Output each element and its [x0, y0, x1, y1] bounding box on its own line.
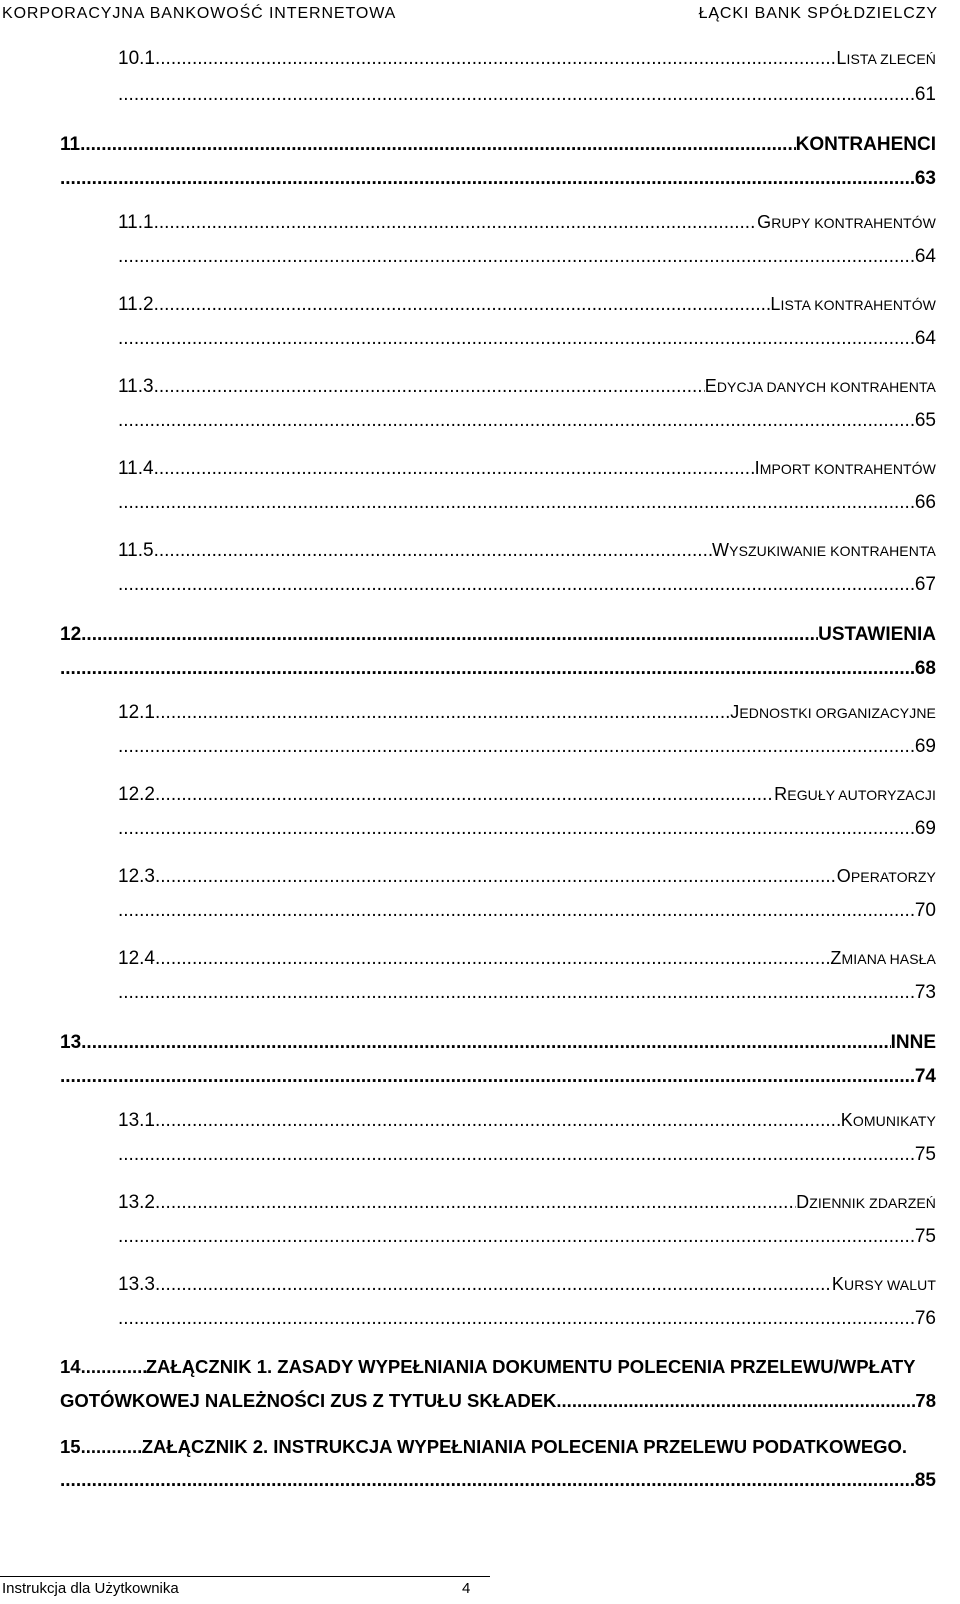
toc-title: ZIENNIK ZDARZEŃ [809, 1195, 936, 1211]
toc-page-number: 69 [914, 736, 936, 757]
toc-number: 11.4. [118, 458, 159, 479]
toc-page-number: 75 [914, 1226, 936, 1247]
toc-page-number: 63 [914, 168, 936, 189]
toc-page-line-13-2[interactable] [118, 1226, 936, 1254]
toc-page-number: 70 [914, 900, 936, 921]
toc-title-initial: I [754, 458, 760, 478]
toc-number: 12. [60, 624, 87, 645]
toc-title: URSY WALUT [843, 1277, 936, 1293]
toc-entry-11[interactable] [60, 134, 936, 162]
toc-page-number: 61 [914, 84, 936, 105]
toc-entry-13-3[interactable] [118, 1274, 936, 1302]
toc-number: 13.3. [118, 1274, 161, 1295]
toc-title-initial: K [831, 1274, 844, 1294]
toc-number: 11. [60, 134, 86, 155]
toc-entry-14-continued[interactable] [60, 1390, 936, 1418]
toc-page-number: 66 [914, 492, 936, 513]
toc-page-number: 75 [914, 1144, 936, 1165]
toc-number: 11.5. [118, 540, 159, 561]
toc-title-initial: O [836, 866, 851, 886]
header-title: KORPORACYJNA BANKOWOŚĆ INTERNETOWA [2, 5, 397, 22]
toc-page-number: 64 [914, 328, 936, 349]
toc-title-initial: L [836, 48, 847, 68]
toc-page-line-11-2[interactable] [118, 328, 936, 356]
toc-entry-11-2[interactable] [118, 294, 936, 322]
toc-number: 11.1. [118, 212, 159, 233]
toc-page-number: 78 [915, 1390, 936, 1411]
toc-entry-12-2[interactable] [118, 784, 936, 812]
toc-number: 13.2. [118, 1192, 161, 1213]
toc-title-initial: D [796, 1192, 810, 1212]
toc-title: MPORT KONTRAHENTÓW [759, 461, 936, 477]
toc-title: OMUNIKATY [852, 1113, 936, 1129]
header-bank-name: ŁĄCKI BANK SPÓŁDZIELCZY [698, 5, 938, 22]
toc-title: RUPY KONTRAHENTÓW [771, 215, 936, 231]
footer-page-number: 4 [462, 1580, 471, 1597]
footer-divider [0, 1576, 490, 1577]
toc-page-number: 85 [914, 1470, 936, 1491]
toc-title: PERATORZY [850, 869, 936, 885]
toc-title-initial: Z [830, 948, 842, 968]
toc-title: DYCJA DANYCH KONTRAHENTA [716, 379, 936, 395]
toc-page-line-11-4[interactable] [118, 492, 936, 520]
toc-page-number: 65 [914, 410, 936, 431]
toc-entry-13[interactable] [60, 1032, 936, 1060]
toc-page-number: 68 [914, 658, 936, 679]
toc-title: ZAŁĄCZNIK 1. ZASADY WYPEŁNIANIA DOKUMENTU POLECENIA PRZELEWU/WPŁATY [145, 1356, 916, 1377]
toc-page-line-11-1[interactable] [118, 246, 936, 274]
toc-number: 12.1. [118, 702, 161, 723]
toc-page-number: 73 [914, 982, 936, 1003]
toc-number: 15. [60, 1436, 86, 1457]
toc-entry-11-4[interactable] [118, 458, 936, 486]
toc-title-initial: G [757, 212, 772, 232]
toc-entry-15[interactable] [60, 1436, 936, 1464]
toc-title-initial: E [704, 376, 717, 396]
toc-page-line-12[interactable] [60, 658, 936, 686]
toc-entry-13-1[interactable] [118, 1110, 936, 1138]
toc-page-line-11-3[interactable] [118, 410, 936, 438]
toc-entry-13-2[interactable] [118, 1192, 936, 1220]
toc-page-line-15[interactable] [60, 1470, 936, 1498]
toc-page-number: 76 [914, 1308, 936, 1329]
toc-page-line-11-5[interactable] [118, 574, 936, 602]
toc-number: 10.1. [118, 48, 161, 69]
toc-page-line-12-4[interactable] [118, 982, 936, 1010]
toc-page-line-13-3[interactable] [118, 1308, 936, 1336]
toc-number: 12.4. [118, 948, 161, 969]
toc-title: KONTRAHENCI [795, 134, 936, 155]
toc-title-initial: R [774, 784, 788, 804]
toc-number: 12.3. [118, 866, 161, 887]
toc-number: 13.1. [118, 1110, 161, 1131]
toc-page-line-12-1[interactable] [118, 736, 936, 764]
toc-page-line-13-1[interactable] [118, 1144, 936, 1172]
toc-number: 11.2. [118, 294, 159, 315]
toc-entry-12-1[interactable] [118, 702, 936, 730]
toc-title-initial: J [730, 702, 740, 722]
toc-entry-11-3[interactable] [118, 376, 936, 404]
toc-entry-14[interactable] [60, 1356, 936, 1384]
toc-number: 13. [60, 1032, 87, 1053]
toc-entry-12-3[interactable] [118, 866, 936, 894]
page-header [0, 0, 960, 30]
toc-title: EGUŁY AUTORYZACJI [787, 787, 936, 803]
toc-page-number: 69 [914, 818, 936, 839]
toc-title-initial: W [712, 540, 730, 560]
toc-title-initial: L [770, 294, 781, 314]
toc-page-line-10-1[interactable] [118, 84, 936, 112]
toc-title-continued: GOTÓWKOWEJ NALEŻNOŚCI ZUS Z TYTUŁU SKŁADEK [60, 1390, 557, 1411]
toc-entry-12[interactable] [60, 624, 936, 652]
toc-page-number: 64 [914, 246, 936, 267]
footer-document-title: Instrukcja dla Użytkownika [2, 1580, 179, 1597]
toc-title: ISTA KONTRAHENTÓW [780, 297, 936, 313]
toc-title: ZAŁĄCZNIK 2. INSTRUKCJA WYPEŁNIANIA POLECENIA PRZELEWU PODATKOWEGO. [141, 1436, 908, 1457]
toc-number: 11.3. [118, 376, 159, 397]
toc-title: INNE [890, 1032, 936, 1053]
toc-title-initial: K [840, 1110, 853, 1130]
toc-entry-11-1[interactable] [118, 212, 936, 240]
toc-number: 12.2. [118, 784, 161, 805]
toc-page-number: 67 [914, 574, 936, 595]
toc-title: YSZUKIWANIE KONTRAHENTA [729, 543, 936, 559]
toc-entry-11-5[interactable] [118, 540, 936, 568]
toc-title: EDNOSTKI ORGANIZACYJNE [739, 705, 936, 721]
toc-entry-10-1[interactable] [118, 48, 936, 76]
toc-page-line-13[interactable] [60, 1066, 936, 1094]
toc-title: ISTA ZLECEŃ [846, 51, 936, 67]
toc-title: MIANA HASŁA [841, 951, 936, 967]
toc-page-line-11[interactable] [60, 168, 936, 196]
toc-page-number: 74 [914, 1066, 936, 1087]
toc-entry-12-4[interactable] [118, 948, 936, 976]
toc-page-line-12-2[interactable] [118, 818, 936, 846]
toc-title: USTAWIENIA [818, 624, 936, 645]
toc-page-line-12-3[interactable] [118, 900, 936, 928]
toc-number: 14. [60, 1356, 86, 1377]
